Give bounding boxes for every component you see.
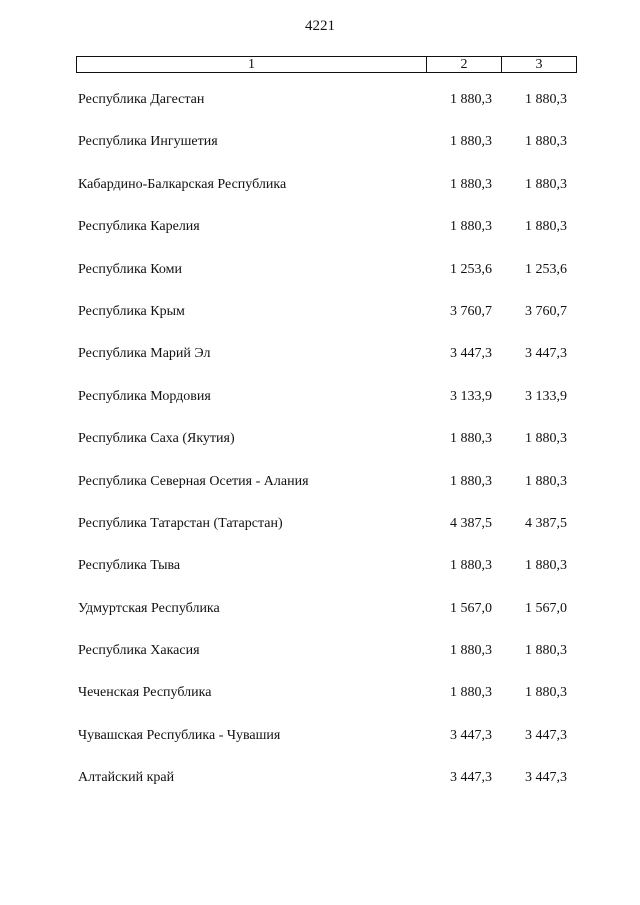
value-col-3: 1 880,3 — [525, 219, 567, 235]
region-name: Республика Хакасия — [78, 643, 200, 659]
region-name: Республика Дагестан — [78, 92, 205, 107]
value-col-3: 1 567,0 — [525, 600, 567, 616]
region-name: Республика Саха (Якутия) — [78, 431, 235, 447]
value-col-2: 1 880,3 — [450, 176, 492, 192]
region-name: Республика Татарстан (Татарстан) — [78, 515, 283, 531]
table-row — [0, 768, 640, 810]
table-row — [0, 429, 640, 471]
region-name: Республика Карелия — [78, 219, 200, 235]
value-col-3: 1 880,3 — [525, 473, 567, 489]
table-header — [76, 56, 577, 73]
value-col-2: 1 567,0 — [450, 600, 492, 616]
value-col-3: 1 880,3 — [525, 134, 567, 150]
column-header-2: 2 — [427, 57, 502, 73]
value-col-2: 1 880,3 — [450, 219, 492, 235]
table-row — [0, 726, 640, 768]
table-row — [0, 175, 640, 217]
value-col-3: 1 880,3 — [525, 431, 567, 447]
value-col-2: 4 387,5 — [450, 515, 492, 531]
value-col-2: 3 447,3 — [450, 727, 492, 743]
page-number: 4221 — [305, 18, 335, 34]
value-col-2: 1 880,3 — [450, 558, 492, 574]
table-row — [0, 302, 640, 344]
value-col-2: 1 880,3 — [450, 685, 492, 701]
table-row — [0, 472, 640, 514]
value-col-3: 3 447,3 — [525, 770, 567, 786]
table-body — [0, 90, 640, 811]
region-name: Чеченская Республика — [78, 685, 212, 701]
table-row — [0, 599, 640, 641]
region-name: Республика Мордовия — [78, 388, 211, 404]
region-name: Республика Ингушетия — [78, 134, 218, 150]
value-col-2: 1 880,3 — [450, 473, 492, 489]
table-row — [0, 90, 640, 132]
table-row — [0, 132, 640, 174]
value-col-2: 1 880,3 — [450, 92, 492, 107]
value-col-3: 1 880,3 — [525, 643, 567, 659]
value-col-3: 1 880,3 — [525, 558, 567, 574]
region-name: Республика Крым — [78, 303, 185, 319]
region-name: Республика Тыва — [78, 558, 181, 574]
value-col-2: 1 253,6 — [450, 261, 492, 277]
region-name: Республика Марий Эл — [78, 346, 211, 362]
region-name: Кабардино-Балкарская Республика — [78, 176, 287, 192]
region-name: Республика Коми — [78, 261, 182, 277]
table-row — [0, 641, 640, 683]
table-row — [0, 344, 640, 386]
value-col-3: 1 880,3 — [525, 92, 567, 107]
region-name: Республика Северная Осетия - Алания — [78, 473, 309, 489]
region-name: Удмуртская Республика — [78, 600, 220, 616]
column-header-1: 1 — [77, 57, 427, 73]
value-col-3: 3 447,3 — [525, 727, 567, 743]
value-col-2: 3 447,3 — [450, 346, 492, 362]
region-name: Алтайский край — [78, 770, 175, 786]
value-col-3: 4 387,5 — [525, 515, 567, 531]
value-col-2: 1 880,3 — [450, 134, 492, 150]
value-col-3: 1 880,3 — [525, 685, 567, 701]
value-col-3: 1 253,6 — [525, 261, 567, 277]
value-col-3: 3 133,9 — [525, 388, 567, 404]
table-row — [0, 387, 640, 429]
table-row — [0, 514, 640, 556]
value-col-3: 3 447,3 — [525, 346, 567, 362]
value-col-2: 1 880,3 — [450, 431, 492, 447]
value-col-3: 3 760,7 — [525, 303, 567, 319]
table-row — [0, 217, 640, 259]
table-row — [0, 260, 640, 302]
value-col-3: 1 880,3 — [525, 176, 567, 192]
column-header-3: 3 — [502, 57, 577, 73]
table-row — [0, 556, 640, 598]
value-col-2: 3 760,7 — [450, 303, 492, 319]
table-row — [0, 683, 640, 725]
region-name: Чувашская Республика - Чувашия — [78, 727, 281, 743]
value-col-2: 3 133,9 — [450, 388, 492, 404]
value-col-2: 1 880,3 — [450, 643, 492, 659]
value-col-2: 3 447,3 — [450, 770, 492, 786]
